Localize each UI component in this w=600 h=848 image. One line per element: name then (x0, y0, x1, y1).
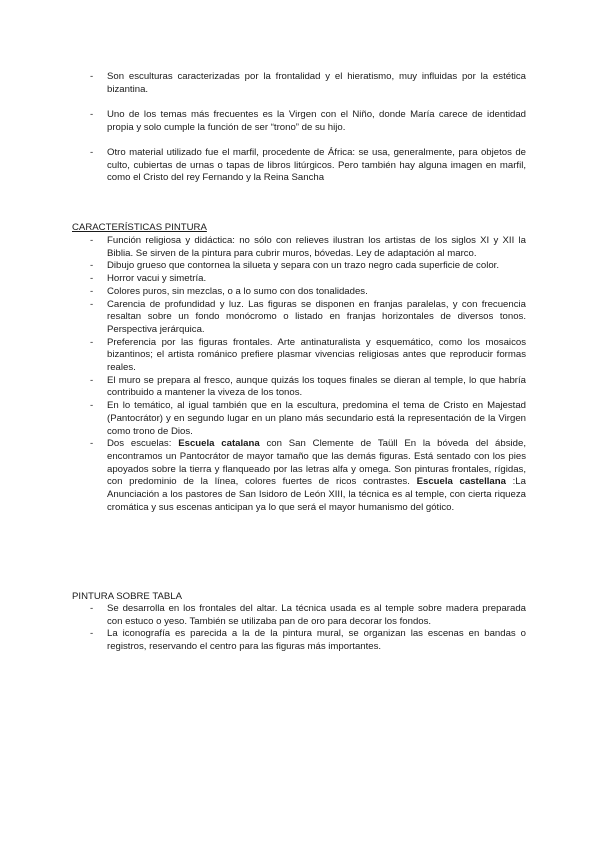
list-item: - El muro se prepara al fresco, aunque quizás los toques finales se dieran al temple, lo que habría contribuido a mantener la viveza de los tonos. (90, 375, 526, 400)
list-item: - Carencia de profundidad y luz. Las figuras se disponen en franjas paralelas, y con frecuencia resaltan sobre un fondo monócromo o listado en franjas horizontales de diversos tonos. Perspectiva jerárquica. (90, 299, 526, 337)
tabla-list (90, 603, 526, 654)
section-heading-pintura: CARACTERÍSTICAS PINTURA (72, 222, 207, 233)
list-item: - Colores puros, sin mezclas, o a lo sumo con dos tonalidades. (90, 286, 526, 299)
list-item: - Se desarrolla en los frontales del altar. La técnica usada es al temple sobre madera preparada con estuco o yeso. También se utilizaba pan de oro para decorar los fondos. (90, 603, 526, 628)
list-item: - Otro material utilizado fue el marfil, procedente de África: se usa, generalmente, para objetos de culto, cubiertas de urnas o tapas de libros litúrgicos. Pero también hay alguna imagen en marfil, como el Cristo del rey Fernando y la Reina Sancha (90, 147, 526, 185)
pintura-list (90, 235, 526, 514)
list-item: - Horror vacui y simetría. (90, 273, 526, 286)
list-item: - Función religiosa y didáctica: no sólo con relieves ilustran los artistas de los siglos XI y XII la Biblia. Se sirven de la pintura para cubrir muros, bóvedas. Ley de adaptación al marco. (90, 235, 526, 260)
escuela-castellana-label: Escuela castellana (416, 476, 506, 488)
intro-list (90, 71, 526, 198)
escuela-catalana-label: Escuela catalana (178, 438, 260, 450)
section-heading-tabla: PINTURA SOBRE TABLA (72, 591, 183, 602)
list-item: - Uno de los temas más frecuentes es la Virgen con el Niño, donde María carece de identidad propia y solo cumple la función de ser “trono” de su hijo. (90, 109, 526, 134)
list-item-escuelas (90, 438, 526, 514)
list-item: - La iconografía es parecida a la de la pintura mural, se organizan las escenas en bandas o registros, reservando el centro para las figuras más importantes. (90, 628, 526, 653)
list-item: - Dibujo grueso que contornea la silueta y separa con un trazo negro cada superficie de color. (90, 260, 526, 273)
escuelas-prefix: Dos escuelas: (107, 438, 179, 450)
list-item: - Preferencia por las figuras frontales. Arte antinaturalista y esquemático, como los mosaicos bizantinos; el artista románico prefiere plasmar vivencias religiosas antes que reproducir formas reales. (90, 337, 526, 375)
list-item: - En lo temático, al igual también que en la escultura, predomina el tema de Cristo en Majestad (Pantocrátor) y en segundo lugar en un plano más secundario está la representación de la Virgen como trono de Dios. (90, 400, 526, 438)
escuela-catalana-text: con San Clemente de Taüll En la bóveda del ábside, encontramos un Pantocrátor de mayor tamaño que las demás figuras. Está sentado con los pies apoyados sobre la tierra y flanqueado por las letras alfa y omega. Son pinturas frontales, rígidas, con predominio de la línea, colores fuertes de ricos contrastes. (107, 438, 526, 488)
list-item: - Son esculturas caracterizadas por la frontalidad y el hieratismo, muy influidas por la estética bizantina. (90, 71, 526, 96)
escuela-castellana-text: :La Anunciación a los pastores de San Isidoro de León XIII, la técnica es al temple, con cierta riqueza cromática y sus escenas anticipan ya lo que será el mayor humanismo del gótico. (107, 476, 526, 513)
